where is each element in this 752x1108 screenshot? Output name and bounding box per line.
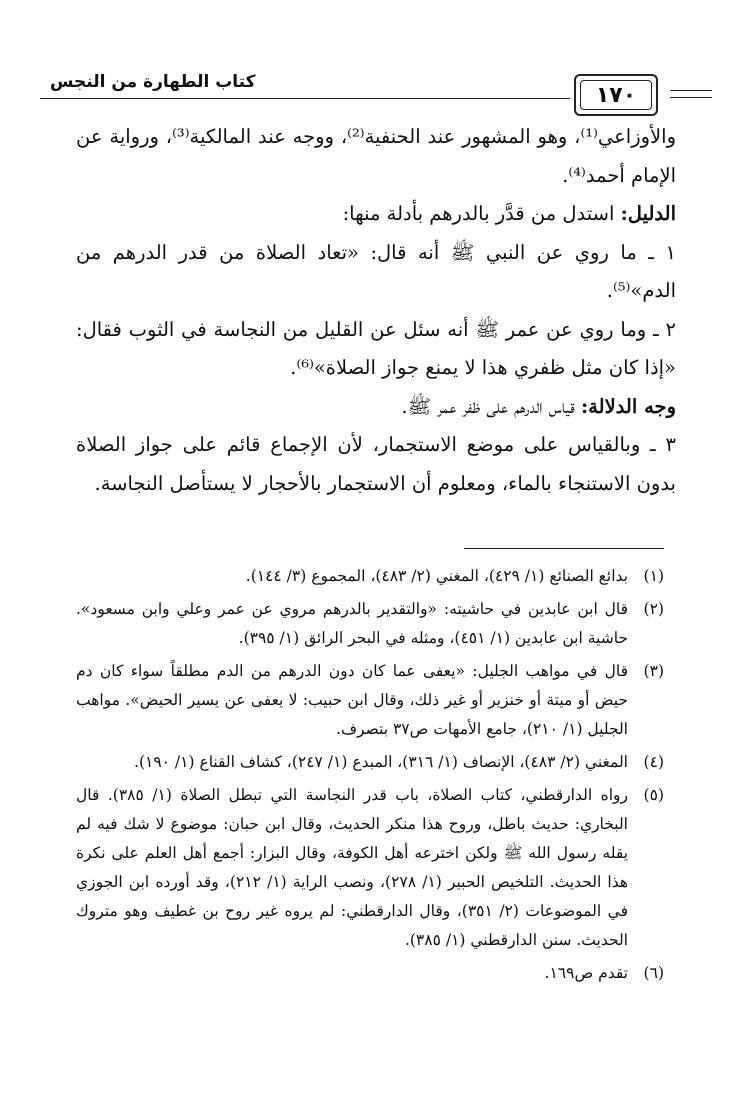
footnote-text: قال ابن عابدين في حاشيته: «والتقدير بالدرهم مروي عن عمر وعلي وابن مسعود». حاشية ابن عابدين (١/ ٤٥١)، ومثله في البحر الرائق (١/ ٣٩٥). xyxy=(76,600,628,647)
footnote-text: رواه الدارقطني، كتاب الصلاة، باب قدر النجاسة التي تبطل الصلاة (١/ ٣٨٥). قال البخاري: حديث باطل، وروح هذا منكر الحديث، وقال ابن حبان: موضوع لا شك فيه لم يقله رسول الله ﷺ ولكن اخترعه أهل الكوفة، وقال البزار: أجمع أهل العلم على نكرة هذا الحديث. التلخيص الحبير (١/ ٢٧٨)، ونصب الراية (١/ ٢١٢)، وقد أورده ابن الجوزي في الموضوعات (٢/ ٣٥١)، وقال الدارقطني: لم يروه غير روح بن غطيف وهو متروك الحديث. سنن الدارقطني (١/ ٣٨٥). xyxy=(76,786,629,949)
dalil-text: استدل من قدَّر بالدرهم بأدلة منها: xyxy=(342,202,621,225)
evidence-item-1: ١ ـ ما روي عن النبي ﷺ أنه قال: «تعاد الصلاة من قدر الدرهم من الدم»⁽⁵⁾. xyxy=(76,240,676,302)
dalil-label: الدليل: xyxy=(620,202,676,225)
main-text xyxy=(76,118,676,503)
footnote-text: بدائع الصنائع (١/ ٤٢٩)، المغني (٢/ ٤٨٣)، المجموع (٣/ ١٤٤). xyxy=(245,567,628,585)
header-rule xyxy=(40,98,570,99)
paragraph-dalil xyxy=(76,195,676,234)
footnote-number: (٤) xyxy=(643,753,664,771)
footnote-text: المغني (٢/ ٤٨٣)، الإنصاف (١/ ٣١٦)، المبدع (١/ ٢٤٧)، كشاف القناع (١/ ١٩٠). xyxy=(134,753,628,771)
paragraph-opening: والأوزاعي⁽¹⁾، وهو المشهور عند الحنفية⁽²⁾، ووجه عند المالكية⁽³⁾، ورواية عن الإمام أحمد⁽⁴⁾. xyxy=(76,125,676,187)
wajh-text: قياس الدرهم على ظفر عمر ﷺ. xyxy=(401,394,581,418)
footnote-number: (١) xyxy=(643,567,664,585)
wajh-label: وجه الدلالة: xyxy=(580,394,676,418)
evidence-item-2: ٢ ـ وما روي عن عمر ﷺ أنه سئل عن القليل من النجاسة في الثوب فقال: «إذا كان مثل ظفري هذا لا يمنع جواز الصلاة»⁽⁶⁾. xyxy=(76,317,676,379)
page-header xyxy=(40,62,712,120)
footnote xyxy=(76,657,664,744)
footnotes xyxy=(76,562,664,992)
page-number: ١٧٠ xyxy=(580,80,652,110)
footnote-number: (٥) xyxy=(643,786,664,804)
footnote xyxy=(76,959,664,988)
footnote-text: قال في مواهب الجليل: «يعفى عما كان دون الدرهم من الدم مطلقاً سواء كان دم حيض أو ميتة أو خنزير أو غير ذلك، وقال ابن حبيب: لا يعفى عن يسير الحيض». مواهب الجليل (١/ ٢١٠)، جامع الأمهات ص٣٧ بتصرف. xyxy=(76,662,628,738)
footnote xyxy=(76,781,664,955)
running-title: كتاب الطهارة من النجس xyxy=(50,72,256,92)
evidence-item-3: ٣ ـ وبالقياس على موضع الاستجمار، لأن الإجماع قائم على جواز الصلاة بدون الاستنجاء بالماء، ومعلوم أن الاستجمار بالأحجار لا يستأصل النجاسة. xyxy=(76,433,676,495)
footnote-number: (٦) xyxy=(643,964,664,982)
footnote xyxy=(76,595,664,653)
footnote xyxy=(76,748,664,777)
footnote xyxy=(76,562,664,591)
header-double-rule xyxy=(670,90,712,98)
footnote-number: (٣) xyxy=(643,662,664,680)
paragraph-wajh xyxy=(76,388,676,427)
footnote-number: (٢) xyxy=(643,600,664,618)
page-number-frame xyxy=(574,74,658,116)
footnote-separator xyxy=(464,548,664,549)
footnote-text: تقدم ص١٦٩. xyxy=(544,964,628,982)
